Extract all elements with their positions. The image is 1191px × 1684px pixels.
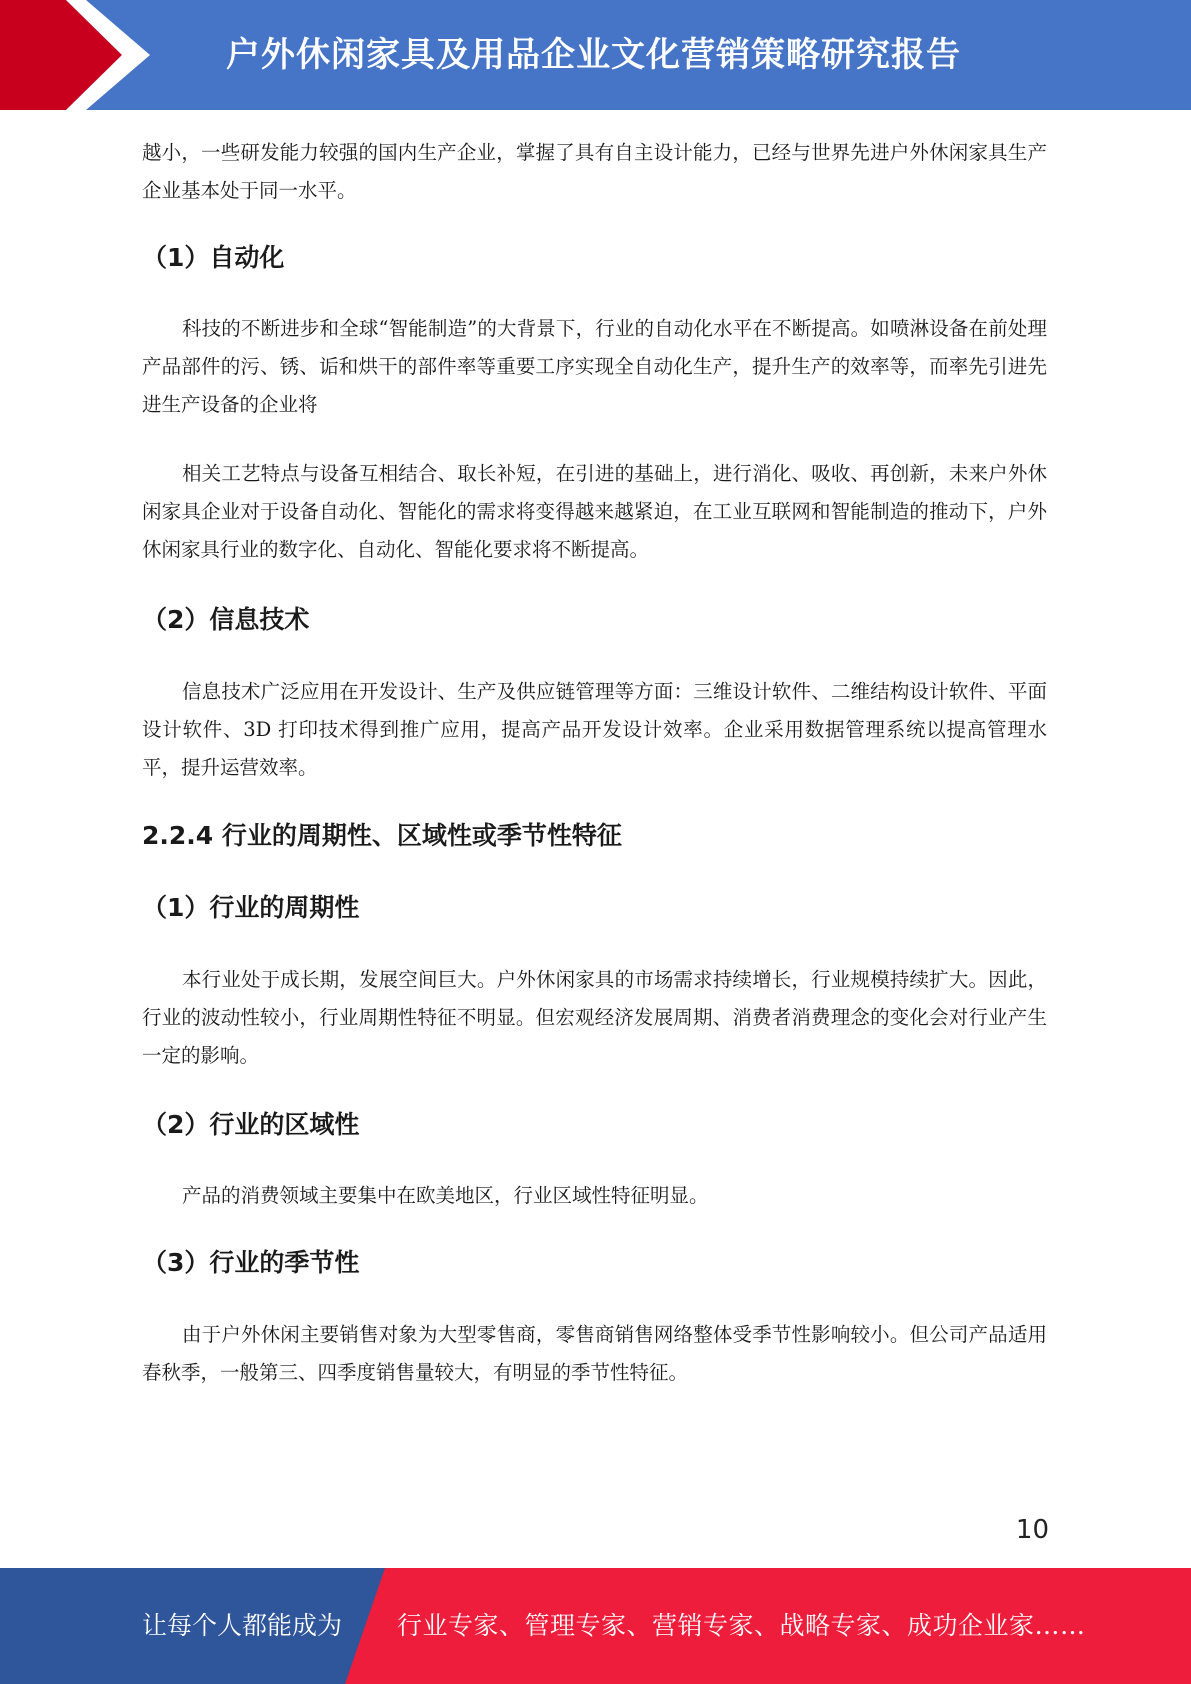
section-heading-2-2-4: 2.2.4 行业的周期性、区域性或季节性特征 bbox=[142, 821, 622, 850]
it-paragraph: 信息技术广泛应用在开发设计、生产及供应链管理等方面：三维设计软件、二维结构设计软件、平面设计软件、3D 打印技术得到推广应用，提高产品开发设计效率。企业采用数据管理系统以提高管理水平，提升运营效率。 bbox=[142, 680, 1047, 779]
footer-slogan-left: 让每个人都能成为 bbox=[142, 1611, 343, 1640]
report-title: 户外休闲家具及用品企业文化营销策略研究报告 bbox=[226, 35, 961, 75]
cyclicality-paragraph: 本行业处于成长期，发展空间巨大。户外休闲家具的市场需求持续增长，行业规模持续扩大。因此，行业的波动性较小，行业周期性特征不明显。但宏观经济发展周期、消费者消费理念的变化会对行业产生一定的影响。 bbox=[142, 968, 1047, 1067]
page-footer bbox=[0, 1568, 1191, 1684]
seasonality-paragraph: 由于户外休闲主要销售对象为大型零售商，零售商销售网络整体受季节性影响较小。但公司产品适用春秋季，一般第三、四季度销售量较大，有明显的季节性特征。 bbox=[142, 1323, 1047, 1384]
footer-slogan-right: 行业专家、管理专家、营销专家、战略专家、成功企业家…… bbox=[397, 1611, 1086, 1640]
header-arrow-decoration bbox=[0, 0, 160, 110]
intro-paragraph: 越小，一些研发能力较强的国内生产企业，掌握了具有自主设计能力，已经与世界先进户外休闲家具生产企业基本处于同一水平。 bbox=[142, 141, 1047, 202]
automation-paragraph-2: 相关工艺特点与设备互相结合、取长补短，在引进的基础上，进行消化、吸收、再创新，未来户外休闲家具企业对于设备自动化、智能化的需求将变得越来越紧迫，在工业互联网和智能制造的推动下，户外休闲家具行业的数字化、自动化、智能化要求将不断提高。 bbox=[142, 462, 1047, 561]
page-number: 10 bbox=[1015, 1515, 1049, 1545]
automation-paragraph-1: 科技的不断进步和全球“智能制造”的大背景下，行业的自动化水平在不断提高。如喷淋设备在前处理产品部件的污、锈、诟和烘干的部件率等重要工序实现全自动化生产，提升生产的效率等，而率先引进先进生产设备的企业将 bbox=[142, 317, 1047, 416]
heading-information-technology: （2）信息技术 bbox=[142, 605, 310, 634]
heading-regionality: （2）行业的区域性 bbox=[142, 1110, 360, 1139]
heading-cyclicality: （1）行业的周期性 bbox=[142, 893, 360, 922]
regionality-paragraph: 产品的消费领域主要集中在欧美地区，行业区域性特征明显。 bbox=[182, 1184, 709, 1207]
heading-automation: （1）自动化 bbox=[142, 243, 285, 272]
page-header bbox=[0, 0, 1191, 110]
heading-seasonality: （3）行业的季节性 bbox=[142, 1248, 360, 1277]
